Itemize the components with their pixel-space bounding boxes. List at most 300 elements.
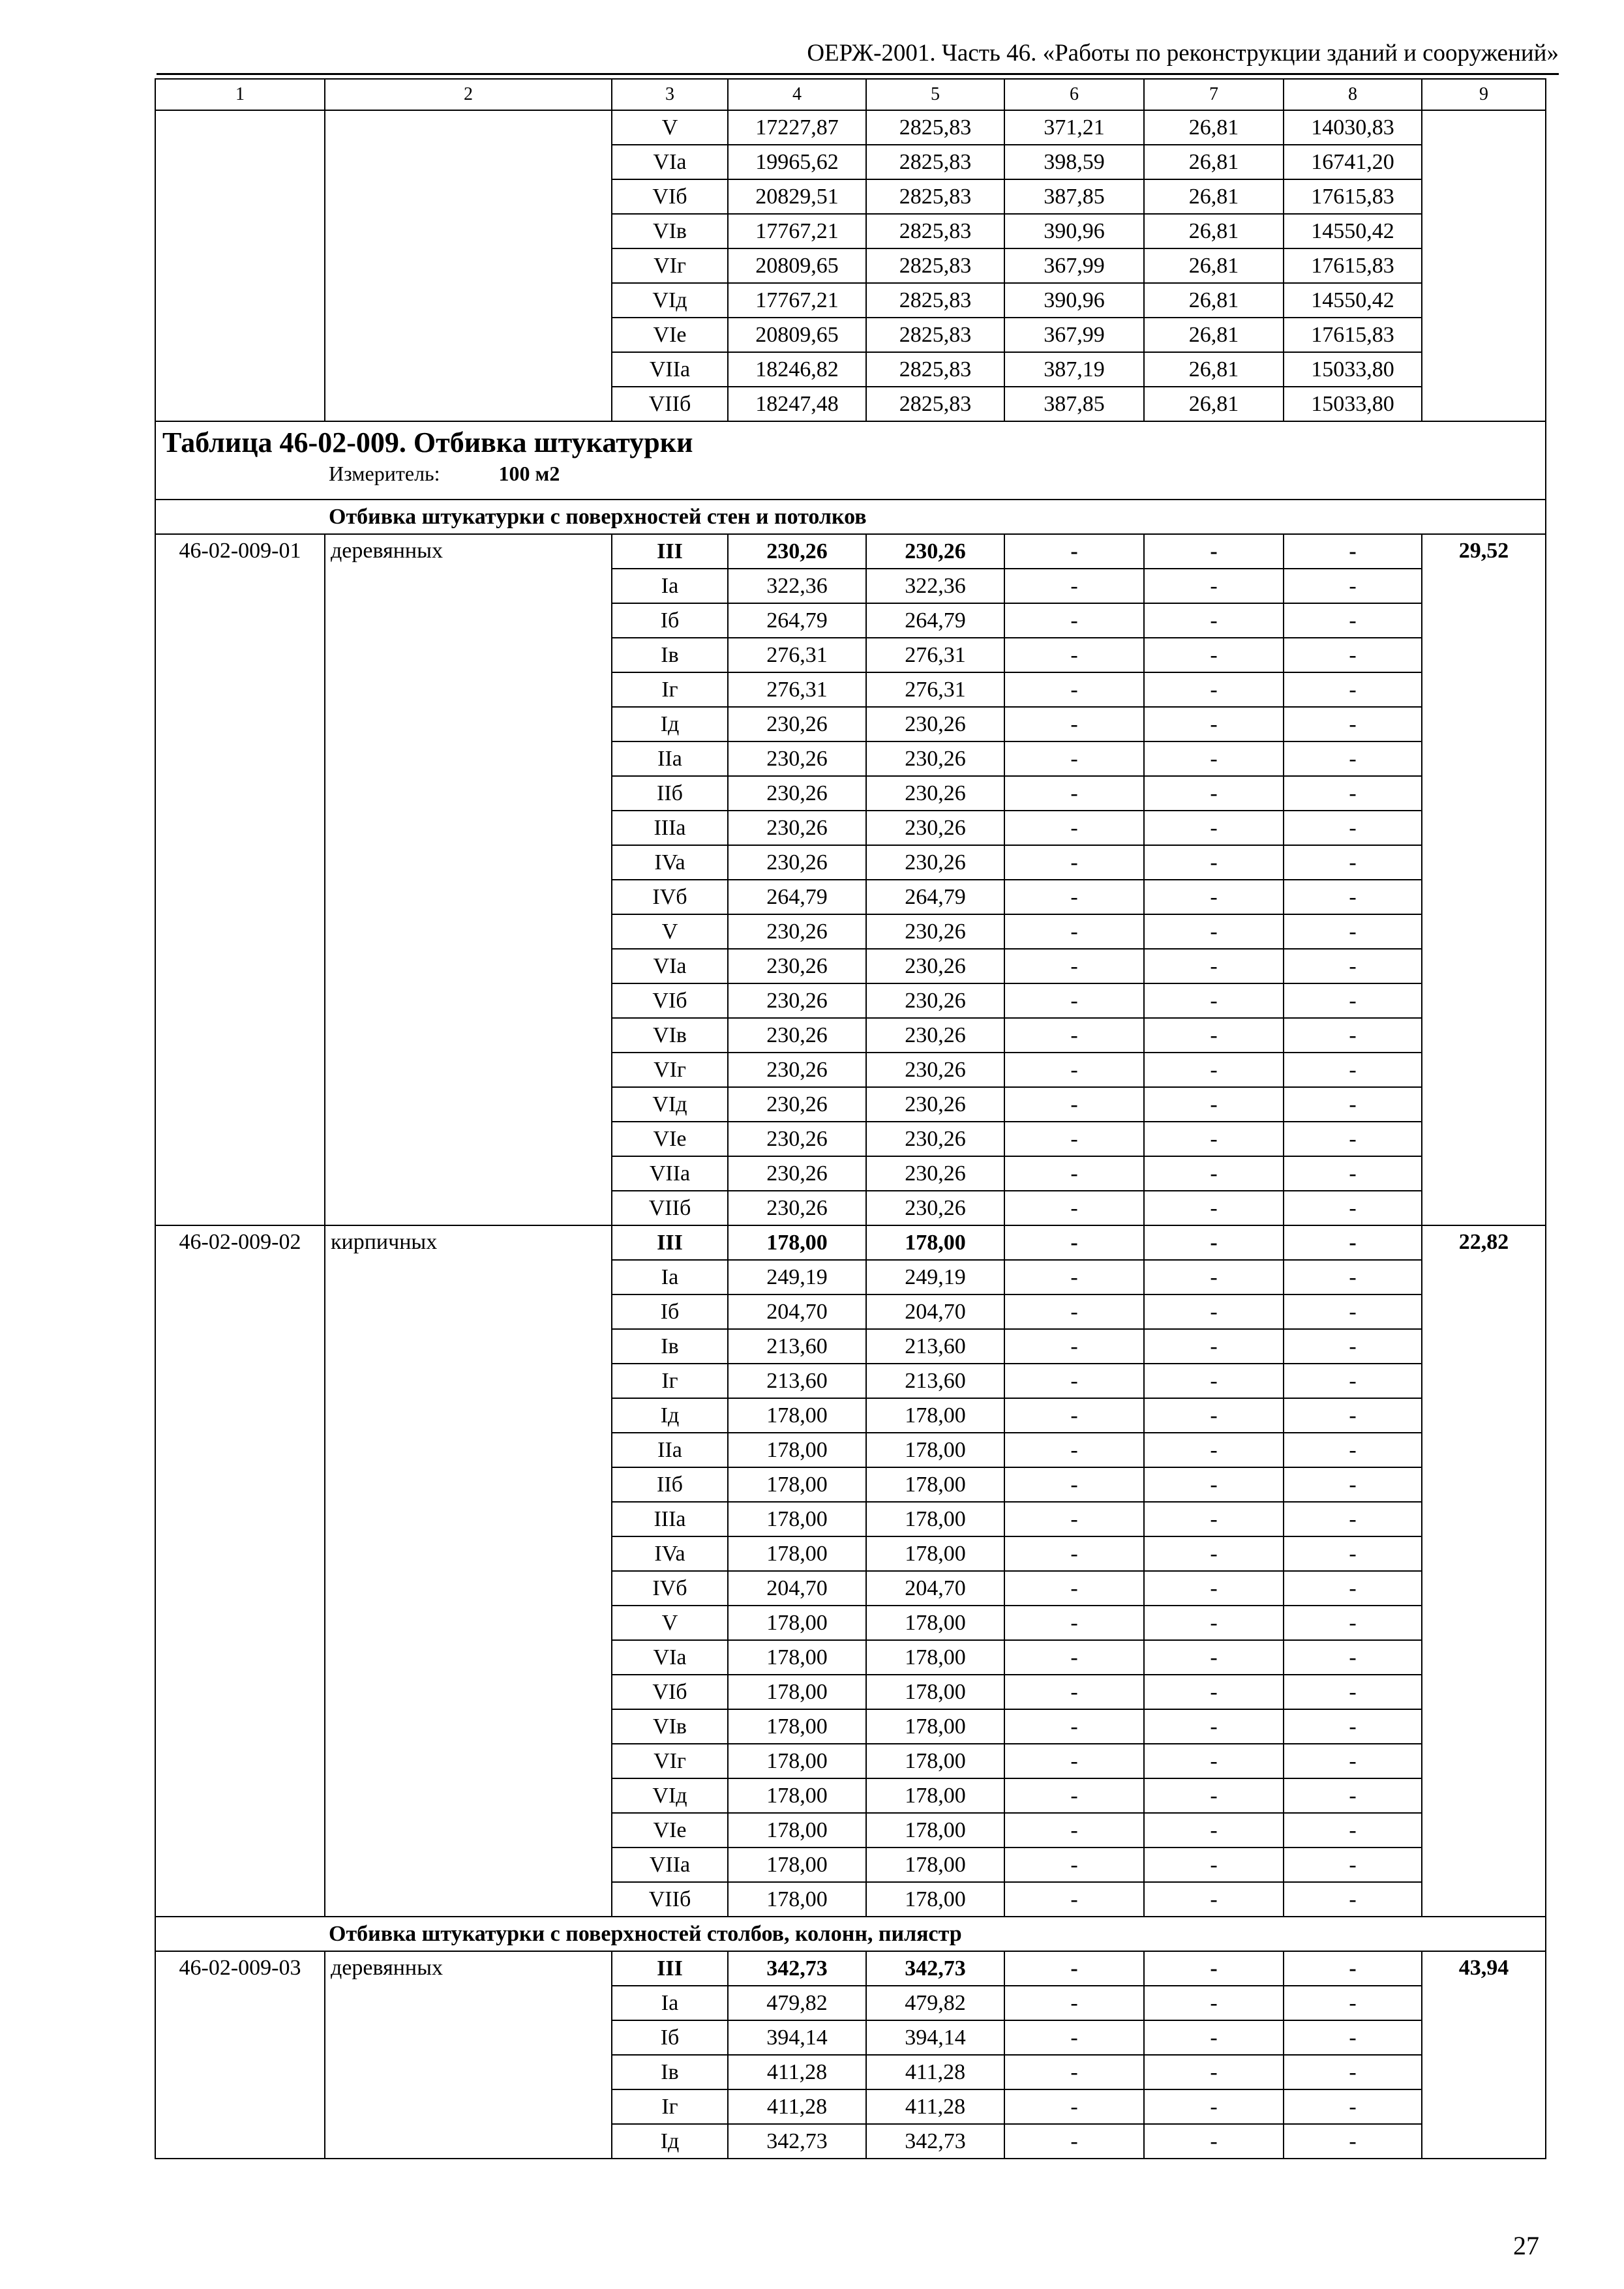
value-cell: 178,00 — [728, 1813, 866, 1848]
zone-cell: VIб — [612, 983, 728, 1018]
value-cell: 411,28 — [728, 2089, 866, 2124]
value-cell: - — [1284, 2124, 1422, 2159]
zone-cell: VIIa — [612, 352, 728, 387]
value-cell: - — [1284, 1571, 1422, 1606]
zone-cell: VIд — [612, 283, 728, 318]
zone-cell: IIIa — [612, 1502, 728, 1536]
zone-cell: Iб — [612, 1294, 728, 1329]
value-cell: 264,79 — [866, 880, 1004, 914]
value-cell: 26,81 — [1144, 283, 1284, 318]
value-cell: 230,26 — [866, 949, 1004, 983]
value-cell: 178,00 — [866, 1813, 1004, 1848]
column-number-cell: 6 — [1004, 79, 1144, 110]
value-cell: - — [1284, 983, 1422, 1018]
header-title: ОЕРЖ-2001. Часть 46. «Работы по реконструкции зданий и сооружений» — [807, 40, 1559, 67]
value-cell: 213,60 — [728, 1329, 866, 1364]
value-cell: 178,00 — [728, 1778, 866, 1813]
value-cell: - — [1004, 1951, 1144, 1986]
zone-cell: Ia — [612, 1986, 728, 2020]
value-cell: - — [1284, 1398, 1422, 1433]
value-cell: - — [1144, 1709, 1284, 1744]
value-cell: - — [1284, 1813, 1422, 1848]
zone-cell: IVa — [612, 1536, 728, 1571]
zone-cell: Ia — [612, 569, 728, 603]
value-cell: 230,26 — [866, 1156, 1004, 1191]
value-cell: - — [1284, 811, 1422, 845]
value-cell: - — [1144, 811, 1284, 845]
value-cell: 230,26 — [728, 741, 866, 776]
zone-cell: III — [612, 1951, 728, 1986]
zone-cell: III — [612, 1225, 728, 1260]
value-cell: 26,81 — [1144, 110, 1284, 145]
value-cell: 178,00 — [728, 1536, 866, 1571]
value-cell: - — [1144, 1225, 1284, 1260]
value-cell: - — [1004, 534, 1144, 569]
value-cell: - — [1144, 638, 1284, 672]
zone-cell: VIa — [612, 1640, 728, 1675]
value-cell: - — [1004, 1848, 1144, 1882]
value-cell: 178,00 — [866, 1433, 1004, 1467]
value-cell: - — [1004, 1536, 1144, 1571]
value-cell: 249,19 — [728, 1260, 866, 1294]
value-cell: - — [1004, 1675, 1144, 1709]
item-code: 46-02-009-02 — [155, 1225, 325, 1917]
value-cell: 17615,83 — [1284, 179, 1422, 214]
zone-cell: VIг — [612, 1744, 728, 1778]
value-cell: - — [1144, 672, 1284, 707]
value-cell: 479,82 — [866, 1986, 1004, 2020]
table-title-cell — [155, 421, 1546, 500]
zone-cell: VIв — [612, 1709, 728, 1744]
running-header — [157, 37, 1559, 75]
value-cell: - — [1144, 1053, 1284, 1087]
value-cell: - — [1144, 1260, 1284, 1294]
value-cell: - — [1144, 1329, 1284, 1364]
zone-cell: Iг — [612, 672, 728, 707]
value-cell: - — [1144, 2055, 1284, 2089]
value-cell: - — [1284, 2055, 1422, 2089]
zone-cell: IIIa — [612, 811, 728, 845]
zone-cell: Iг — [612, 2089, 728, 2124]
table-row — [155, 534, 1546, 569]
value-cell: 178,00 — [728, 1398, 866, 1433]
value-cell: 230,26 — [728, 983, 866, 1018]
value-cell: - — [1284, 1329, 1422, 1364]
value-cell: 2825,83 — [866, 110, 1004, 145]
zone-cell: Iб — [612, 2020, 728, 2055]
value-cell: 17767,21 — [728, 283, 866, 318]
value-cell: 2825,83 — [866, 179, 1004, 214]
zone-cell: Iд — [612, 707, 728, 741]
value-cell: 411,28 — [866, 2055, 1004, 2089]
page-number: 27 — [1513, 2231, 1539, 2260]
value-cell: 178,00 — [728, 1848, 866, 1882]
value-cell: - — [1284, 1848, 1422, 1882]
zone-cell: VIIб — [612, 1191, 728, 1225]
value-cell: - — [1144, 707, 1284, 741]
value-cell: - — [1004, 845, 1144, 880]
value-cell: - — [1284, 1709, 1422, 1744]
value-cell: 276,31 — [728, 672, 866, 707]
value-cell: - — [1144, 2020, 1284, 2055]
value-cell: - — [1004, 2089, 1144, 2124]
zone-cell: VIIб — [612, 387, 728, 421]
value-cell: - — [1284, 1225, 1422, 1260]
value-cell: - — [1144, 1571, 1284, 1606]
value-cell: 178,00 — [866, 1502, 1004, 1536]
value-cell: - — [1004, 707, 1144, 741]
value-cell: 213,60 — [866, 1329, 1004, 1364]
value-cell: 26,81 — [1144, 318, 1284, 352]
value-cell: - — [1004, 1744, 1144, 1778]
value-cell: - — [1004, 983, 1144, 1018]
value-cell: - — [1284, 2089, 1422, 2124]
value-cell: - — [1284, 672, 1422, 707]
value-cell: 390,96 — [1004, 214, 1144, 248]
value-cell: - — [1004, 1640, 1144, 1675]
value-cell: - — [1004, 1571, 1144, 1606]
value-cell: 20809,65 — [728, 318, 866, 352]
value-cell: - — [1284, 1122, 1422, 1156]
item-name: деревянных — [325, 534, 612, 1225]
value-cell: 26,81 — [1144, 248, 1284, 283]
value-cell: 367,99 — [1004, 248, 1144, 283]
value-cell: - — [1284, 880, 1422, 914]
value-cell: 178,00 — [866, 1536, 1004, 1571]
value-cell: - — [1004, 1398, 1144, 1433]
value-cell: - — [1284, 1156, 1422, 1191]
value-cell: - — [1144, 1640, 1284, 1675]
value-cell: - — [1004, 811, 1144, 845]
zone-cell: IVб — [612, 880, 728, 914]
column-number-cell: 9 — [1422, 79, 1546, 110]
value-cell: - — [1144, 1294, 1284, 1329]
section-row — [155, 500, 1546, 534]
value-cell: 230,26 — [866, 1018, 1004, 1053]
value-cell: 230,26 — [866, 741, 1004, 776]
value-cell: 178,00 — [728, 1709, 866, 1744]
value-cell: 16741,20 — [1284, 145, 1422, 179]
value-cell: 178,00 — [866, 1467, 1004, 1502]
value-cell: 390,96 — [1004, 283, 1144, 318]
value-cell: - — [1144, 1122, 1284, 1156]
unit-label: Измеритель: — [329, 462, 440, 485]
value-cell: - — [1144, 1467, 1284, 1502]
value-cell: 178,00 — [866, 1225, 1004, 1260]
value-cell: 17767,21 — [728, 214, 866, 248]
value-cell: 20829,51 — [728, 179, 866, 214]
value-cell: 213,60 — [866, 1364, 1004, 1398]
value-cell: 178,00 — [728, 1467, 866, 1502]
value-cell: 479,82 — [728, 1986, 866, 2020]
coefficient-cell: 29,52 — [1422, 534, 1546, 1225]
value-cell: - — [1004, 1053, 1144, 1087]
value-cell: 387,85 — [1004, 179, 1144, 214]
value-cell: - — [1004, 1882, 1144, 1917]
value-cell: - — [1144, 1536, 1284, 1571]
value-cell: 18247,48 — [728, 387, 866, 421]
value-cell: 204,70 — [728, 1571, 866, 1606]
value-cell: 230,26 — [728, 914, 866, 949]
value-cell: - — [1004, 2020, 1144, 2055]
value-cell: - — [1284, 1294, 1422, 1329]
value-cell: 178,00 — [866, 1709, 1004, 1744]
value-cell: 230,26 — [728, 534, 866, 569]
value-cell: - — [1144, 880, 1284, 914]
zone-cell: Iв — [612, 638, 728, 672]
value-cell: - — [1284, 1087, 1422, 1122]
code-cell — [155, 110, 325, 421]
zone-cell: III — [612, 534, 728, 569]
value-cell: - — [1144, 1191, 1284, 1225]
value-cell: - — [1144, 1087, 1284, 1122]
zone-cell: Iв — [612, 1329, 728, 1364]
value-cell: 15033,80 — [1284, 387, 1422, 421]
value-cell: - — [1004, 1467, 1144, 1502]
zone-cell: VIе — [612, 318, 728, 352]
zone-cell: IVa — [612, 845, 728, 880]
value-cell: - — [1004, 1433, 1144, 1467]
value-cell: 394,14 — [866, 2020, 1004, 2055]
value-cell: 342,73 — [866, 2124, 1004, 2159]
value-cell: 18246,82 — [728, 352, 866, 387]
value-cell: - — [1284, 707, 1422, 741]
value-cell: 14550,42 — [1284, 214, 1422, 248]
zone-cell: Iб — [612, 603, 728, 638]
value-cell: - — [1144, 1882, 1284, 1917]
value-cell: - — [1284, 845, 1422, 880]
value-cell: - — [1004, 2124, 1144, 2159]
value-cell: 2825,83 — [866, 214, 1004, 248]
value-cell: - — [1284, 1744, 1422, 1778]
column-number-cell: 2 — [325, 79, 612, 110]
value-cell: 230,26 — [866, 1087, 1004, 1122]
value-cell: 178,00 — [728, 1502, 866, 1536]
value-cell: - — [1144, 845, 1284, 880]
value-cell: 178,00 — [728, 1433, 866, 1467]
value-cell: - — [1144, 1848, 1284, 1882]
value-cell: - — [1004, 1260, 1144, 1294]
table-row — [155, 110, 1546, 145]
value-cell: - — [1144, 1951, 1284, 1986]
price-table-wrap — [155, 78, 1546, 2159]
zone-cell: VIг — [612, 248, 728, 283]
coefficient-cell — [1422, 110, 1546, 421]
value-cell: - — [1004, 1018, 1144, 1053]
zone-cell: VIд — [612, 1778, 728, 1813]
value-cell: - — [1144, 1398, 1284, 1433]
table-title: Таблица 46-02-009. Отбивка штукатурки — [162, 426, 693, 458]
value-cell: 371,21 — [1004, 110, 1144, 145]
zone-cell: IIa — [612, 741, 728, 776]
value-cell: 411,28 — [866, 2089, 1004, 2124]
value-cell: 411,28 — [728, 2055, 866, 2089]
zone-cell: Iд — [612, 2124, 728, 2159]
zone-cell: VIa — [612, 949, 728, 983]
value-cell: 230,26 — [728, 1156, 866, 1191]
value-cell: - — [1144, 1018, 1284, 1053]
value-cell: 20809,65 — [728, 248, 866, 283]
value-cell: 230,26 — [728, 845, 866, 880]
value-cell: 26,81 — [1144, 145, 1284, 179]
item-code: 46-02-009-03 — [155, 1951, 325, 2159]
zone-cell: Ia — [612, 1260, 728, 1294]
value-cell: 26,81 — [1144, 387, 1284, 421]
value-cell: 178,00 — [866, 1398, 1004, 1433]
table-title-row — [155, 421, 1546, 500]
value-cell: - — [1284, 1986, 1422, 2020]
value-cell: - — [1284, 1018, 1422, 1053]
column-number-cell: 4 — [728, 79, 866, 110]
unit-line — [329, 462, 1545, 486]
value-cell: 26,81 — [1144, 352, 1284, 387]
zone-cell: VIд — [612, 1087, 728, 1122]
value-cell: - — [1144, 1433, 1284, 1467]
zone-cell: IIa — [612, 1433, 728, 1467]
column-number-cell: 5 — [866, 79, 1004, 110]
value-cell: 264,79 — [728, 603, 866, 638]
value-cell: 178,00 — [728, 1675, 866, 1709]
value-cell: 342,73 — [866, 1951, 1004, 1986]
table-row — [155, 1951, 1546, 1986]
value-cell: - — [1144, 603, 1284, 638]
value-cell: 204,70 — [866, 1571, 1004, 1606]
value-cell: - — [1284, 638, 1422, 672]
value-cell: 387,85 — [1004, 387, 1144, 421]
value-cell: - — [1284, 1260, 1422, 1294]
value-cell: - — [1004, 672, 1144, 707]
value-cell: 178,00 — [728, 1606, 866, 1640]
zone-cell: VIб — [612, 1675, 728, 1709]
value-cell: 230,26 — [728, 1087, 866, 1122]
value-cell: 387,19 — [1004, 352, 1144, 387]
value-cell: - — [1004, 1122, 1144, 1156]
value-cell: - — [1004, 1191, 1144, 1225]
value-cell: - — [1284, 534, 1422, 569]
zone-cell: VIIa — [612, 1848, 728, 1882]
table-row — [155, 1225, 1546, 1260]
value-cell: - — [1004, 1364, 1144, 1398]
zone-cell: VIa — [612, 145, 728, 179]
value-cell: 230,26 — [728, 1191, 866, 1225]
value-cell: 276,31 — [728, 638, 866, 672]
zone-cell: VIб — [612, 179, 728, 214]
value-cell: - — [1004, 741, 1144, 776]
value-cell: - — [1004, 1606, 1144, 1640]
value-cell: 342,73 — [728, 1951, 866, 1986]
value-cell: 230,26 — [866, 707, 1004, 741]
value-cell: 230,26 — [728, 949, 866, 983]
zone-cell: Iг — [612, 1364, 728, 1398]
value-cell: 2825,83 — [866, 387, 1004, 421]
value-cell: - — [1284, 776, 1422, 811]
value-cell: 230,26 — [866, 1191, 1004, 1225]
value-cell: 204,70 — [728, 1294, 866, 1329]
price-table — [155, 78, 1546, 2159]
value-cell: 15033,80 — [1284, 352, 1422, 387]
value-cell: 178,00 — [866, 1640, 1004, 1675]
value-cell: - — [1284, 1467, 1422, 1502]
value-cell: 17615,83 — [1284, 318, 1422, 352]
value-cell: 204,70 — [866, 1294, 1004, 1329]
value-cell: 26,81 — [1144, 214, 1284, 248]
value-cell: 230,26 — [866, 845, 1004, 880]
section-row — [155, 1917, 1546, 1951]
value-cell: 178,00 — [866, 1606, 1004, 1640]
column-number-cell: 7 — [1144, 79, 1284, 110]
value-cell: - — [1284, 1536, 1422, 1571]
value-cell: 2825,83 — [866, 352, 1004, 387]
value-cell: - — [1004, 1156, 1144, 1191]
value-cell: - — [1004, 2055, 1144, 2089]
value-cell: 213,60 — [728, 1364, 866, 1398]
value-cell: 178,00 — [866, 1744, 1004, 1778]
value-cell: - — [1144, 2124, 1284, 2159]
zone-cell: V — [612, 110, 728, 145]
value-cell: - — [1284, 2020, 1422, 2055]
value-cell: 17227,87 — [728, 110, 866, 145]
value-cell: 178,00 — [728, 1882, 866, 1917]
value-cell: - — [1284, 1364, 1422, 1398]
value-cell: 2825,83 — [866, 318, 1004, 352]
value-cell: - — [1004, 1502, 1144, 1536]
value-cell: 14550,42 — [1284, 283, 1422, 318]
zone-cell: IIб — [612, 1467, 728, 1502]
value-cell: - — [1284, 569, 1422, 603]
value-cell: - — [1284, 1675, 1422, 1709]
value-cell: 178,00 — [728, 1640, 866, 1675]
zone-cell: VIIб — [612, 1882, 728, 1917]
column-number-cell: 3 — [612, 79, 728, 110]
coefficient-cell: 43,94 — [1422, 1951, 1546, 2159]
column-number-cell: 1 — [155, 79, 325, 110]
value-cell: 178,00 — [728, 1225, 866, 1260]
value-cell: - — [1144, 741, 1284, 776]
zone-cell: IIб — [612, 776, 728, 811]
section-title: Отбивка штукатурки с поверхностей столбов, колонн, пилястр — [155, 1917, 1546, 1951]
value-cell: 276,31 — [866, 638, 1004, 672]
value-cell: 230,26 — [728, 1122, 866, 1156]
value-cell: 230,26 — [728, 776, 866, 811]
value-cell: 2825,83 — [866, 248, 1004, 283]
value-cell: 394,14 — [728, 2020, 866, 2055]
value-cell: - — [1284, 1640, 1422, 1675]
zone-cell: Iд — [612, 1398, 728, 1433]
value-cell: 178,00 — [866, 1848, 1004, 1882]
value-cell: 230,26 — [728, 707, 866, 741]
value-cell: 26,81 — [1144, 179, 1284, 214]
value-cell: 2825,83 — [866, 145, 1004, 179]
value-cell: - — [1284, 1191, 1422, 1225]
value-cell: - — [1284, 1606, 1422, 1640]
zone-cell: VIе — [612, 1813, 728, 1848]
item-code: 46-02-009-01 — [155, 534, 325, 1225]
value-cell: 322,36 — [866, 569, 1004, 603]
value-cell: - — [1004, 776, 1144, 811]
value-cell: - — [1144, 1156, 1284, 1191]
value-cell: - — [1004, 638, 1144, 672]
zone-cell: IVб — [612, 1571, 728, 1606]
value-cell: - — [1004, 569, 1144, 603]
value-cell: 230,26 — [728, 1018, 866, 1053]
value-cell: - — [1284, 1778, 1422, 1813]
value-cell: - — [1284, 1502, 1422, 1536]
value-cell: - — [1004, 1813, 1144, 1848]
value-cell: - — [1144, 776, 1284, 811]
zone-cell: VIв — [612, 214, 728, 248]
zone-cell: V — [612, 1606, 728, 1640]
zone-cell: V — [612, 914, 728, 949]
